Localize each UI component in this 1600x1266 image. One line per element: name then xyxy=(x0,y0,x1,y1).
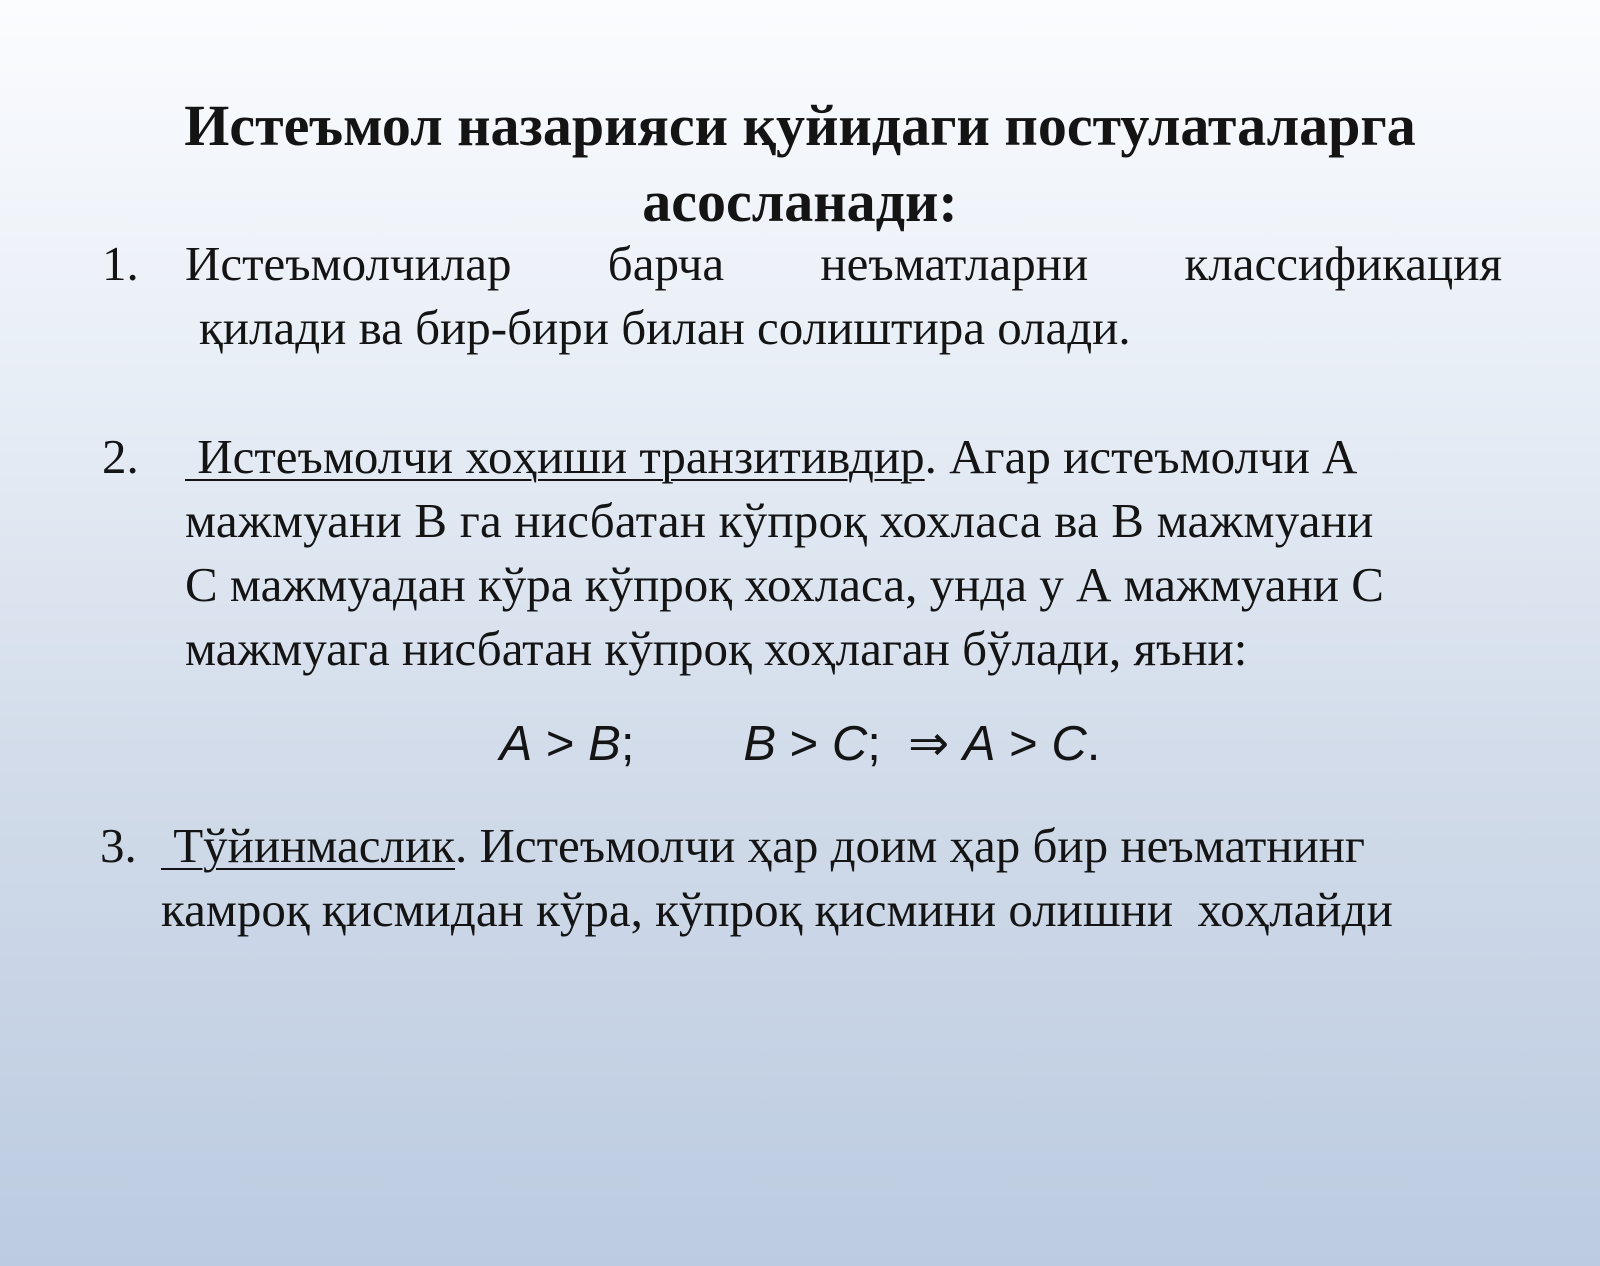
item-line-rest: . Истеъмолчи ҳар доим ҳар бир неъматнинг xyxy=(455,818,1366,873)
formula-op: > xyxy=(776,717,832,771)
underlined-term: Тўйинмаслик xyxy=(161,818,455,873)
formula-var: B xyxy=(743,717,777,771)
formula-op: > xyxy=(532,717,589,771)
item-word: неъматларни xyxy=(820,236,1089,291)
item-line xyxy=(185,425,1492,489)
item-text xyxy=(161,814,1501,942)
implies-symbol: ⇒ xyxy=(908,717,963,771)
item-text xyxy=(185,232,1502,360)
slide-title-line-1: Истеъмол назарияси қуйидаги постулаталарга xyxy=(184,93,1416,158)
formula-sep: ; xyxy=(620,717,744,771)
formula-sep: ; xyxy=(867,717,909,771)
item-word: Истеъмолчилар xyxy=(185,236,512,291)
item-word: барча xyxy=(607,236,725,291)
item-line-rest: . Агар истеъмолчи А xyxy=(924,429,1358,484)
item-line: С мажмуадан кўра кўпроқ хохласа, унда у А мажмуани С xyxy=(185,557,1384,612)
formula-var: C xyxy=(1051,717,1087,771)
item-number: 2. xyxy=(102,429,139,484)
formula-var: B xyxy=(588,717,621,771)
item-text xyxy=(185,425,1492,681)
item-line: мажмуани В га нисбатан кўпроқ хохласа ва В мажмуани xyxy=(185,493,1374,548)
item-word: классификация xyxy=(1184,236,1502,291)
formula-end: . xyxy=(1086,717,1101,771)
item-line xyxy=(161,814,1501,878)
formula-var: C xyxy=(831,717,868,771)
item-number: 3. xyxy=(100,818,137,873)
item-line: қилади ва бир-бири билан солиштира олади. xyxy=(199,300,1131,355)
item-line xyxy=(185,232,1502,296)
formula-op: > xyxy=(995,717,1052,771)
underlined-term: Истеъмолчи хоҳиши транзитивдир xyxy=(185,429,925,484)
slide-title xyxy=(60,88,1540,240)
formula-var: A xyxy=(499,717,533,771)
item-line: камроқ қисмидан кўра, кўпроқ қисмини олишни хоҳлайди xyxy=(161,882,1393,937)
item-number: 1. xyxy=(102,236,139,291)
item-line: мажмуага нисбатан кўпроқ хоҳлаган бўлади, яъни: xyxy=(185,621,1248,676)
formula-var: A xyxy=(962,717,996,771)
slide-title-line-2: асосланади: xyxy=(642,169,958,234)
transitivity-formula xyxy=(0,712,1600,776)
